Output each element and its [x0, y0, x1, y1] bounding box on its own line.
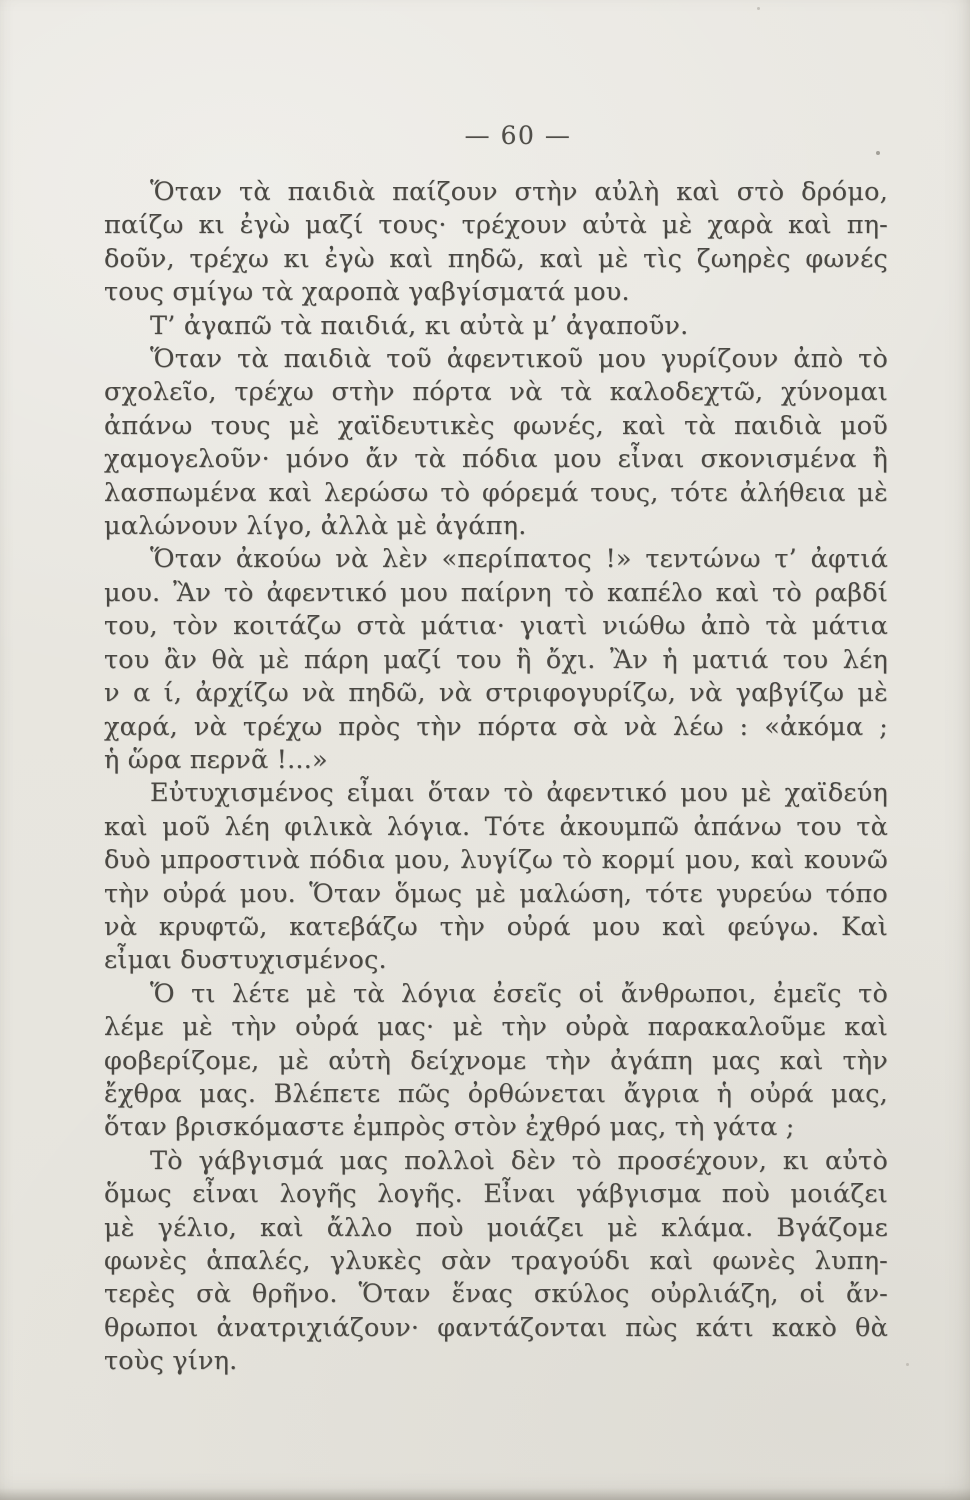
text-line: Ὅ τι λέτε μὲ τὰ λόγια ἐσεῖς οἱ ἄνθρωποι, ἐμεῖς τὸ	[150, 978, 888, 1009]
page-edge-shadow	[0, 1488, 970, 1500]
text-line: χαρά, νὰ τρέχω πρὸς τὴν πόρτα σὰ νὰ λέω : «ἀκόμα ;	[104, 711, 888, 742]
page-number: — 60 —	[464, 121, 572, 150]
text-line: τους σμίγω τὰ χαροπὰ γαβγίσματά μου.	[104, 277, 630, 308]
paragraph	[104, 978, 888, 1145]
text-line: Εὐτυχισμένος εἶμαι ὅταν τὸ ἀφεντικό μου μὲ χαϊδεύη	[150, 778, 888, 809]
paragraph	[104, 543, 888, 777]
text-line: ἀπάνω τους μὲ χαϊδευτικὲς φωνές, καὶ τὰ παιδιὰ μοῦ	[104, 410, 888, 441]
text-line: τὴν οὐρά μου. Ὅταν ὅμως μὲ μαλώση, τότε γυρεύω τόπο	[104, 878, 888, 909]
ink-speck	[876, 151, 880, 155]
text-line: θρωποι ἀνατριχιάζουν· φαντάζονται πὼς κάτι κακὸ θὰ	[104, 1312, 888, 1343]
ink-speck	[757, 7, 760, 10]
text-line: ὅταν βρισκόμαστε ἐμπρὸς στὸν ἐχθρό μας, τὴ γάτα ;	[104, 1112, 795, 1143]
text-line: χαμογελοῦν· μόνο ἄν τὰ πόδια μου εἶναι σκονισμένα ἢ	[104, 444, 888, 475]
text-line: δυὸ μπροστινὰ πόδια μου, λυγίζω τὸ κορμί μου, καὶ κουνῶ	[104, 845, 888, 876]
text-line: παίζω κι ἐγὼ μαζί τους· τρέχουν αὐτὰ μὲ χαρὰ καὶ πη-	[104, 210, 888, 241]
text-line: ν α ί, ἀρχίζω νὰ πηδῶ, νὰ στριφογυρίζω, νὰ γαβγίζω μὲ	[104, 678, 888, 709]
text-line: τοὺς γίνη.	[104, 1346, 238, 1377]
text-line: ἔχθρα μας. Βλέπετε πῶς ὀρθώνεται ἄγρια ἡ οὐρά μας,	[104, 1078, 888, 1109]
text-line: του ἂν θὰ μὲ πάρη μαζί του ἢ ὄχι. Ἂν ἡ ματιά του λέη	[104, 644, 888, 675]
text-line: νὰ κρυφτῶ, κατεβάζω τὴν οὐρά μου καὶ φεύγω. Καὶ	[104, 911, 888, 942]
text-line: μαλώνουν λίγο, ἀλλὰ μὲ ἀγάπη.	[104, 511, 527, 542]
text-line: ἡ ὥρα περνᾶ !...»	[104, 744, 328, 775]
text-line: Τὸ γάβγισμά μας πολλοὶ δὲν τὸ προσέχουν, κι αὐτὸ	[150, 1145, 888, 1176]
text-line: καὶ μοῦ λέη φιλικὰ λόγια. Τότε ἀκουμπῶ ἀπάνω του τὰ	[104, 811, 888, 842]
text-line: Ὅταν ἀκούω νὰ λὲν «περίπατος !» τεντώνω τ’ ἀφτιά	[150, 544, 888, 575]
ink-speck	[906, 1363, 909, 1366]
text-line: εἶμαι δυστυχισμένος.	[104, 945, 387, 976]
text-line: μου. Ἂν τὸ ἀφεντικό μου παίρνη τὸ καπέλο καὶ τὸ ραβδί	[104, 577, 888, 608]
paragraph	[104, 176, 888, 310]
text-line: του, τὸν κοιτάζω στὰ μάτια· γιατὶ νιώθω ἀπὸ τὰ μάτια	[104, 611, 888, 642]
text-line: φοβερίζομε, μὲ αὐτὴ δείχνομε τὴν ἀγάπη μας καὶ τὴν	[104, 1045, 888, 1076]
paragraph	[104, 777, 888, 977]
text-line: τερὲς σὰ θρῆνο. Ὅταν ἕνας σκύλος οὐρλιάζη, οἱ ἄν-	[104, 1279, 888, 1310]
text-line: Ὅταν τὰ παιδιὰ τοῦ ἀφεντικοῦ μου γυρίζουν ἀπὸ τὸ	[150, 344, 888, 375]
text-line: λασπωμένα καὶ λερώσω τὸ φόρεμά τους, τότε ἀλήθεια μὲ	[104, 477, 888, 508]
text-line: μὲ γέλιο, καὶ ἄλλο ποὺ μοιάζει μὲ κλάμα. Βγάζομε	[104, 1212, 888, 1243]
text-line: σχολεῖο, τρέχω στὴν πόρτα νὰ τὰ καλοδεχτῶ, χύνομαι	[104, 377, 888, 408]
text-line: ὅμως εἶναι λογῆς λογῆς. Εἶναι γάβγισμα ποὺ μοιάζει	[104, 1179, 888, 1210]
page-text	[104, 176, 888, 1379]
paragraph	[104, 343, 888, 543]
text-line: φωνὲς ἁπαλές, γλυκὲς σὰν τραγούδι καὶ φωνὲς λυπη-	[104, 1246, 888, 1276]
paragraph	[104, 310, 888, 343]
text-line: λέμε μὲ τὴν οὐρά μας· μὲ τὴν οὐρὰ παρακαλοῦμε καὶ	[104, 1012, 888, 1043]
text-line: Ὅταν τὰ παιδιὰ παίζουν στὴν αὐλὴ καὶ στὸ δρόμο,	[150, 177, 888, 207]
paragraph	[104, 1145, 888, 1379]
text-line: Τ’ ἀγαπῶ τὰ παιδιά, κι αὐτὰ μ’ ἀγαποῦν.	[150, 310, 689, 341]
text-line: δοῦν, τρέχω κι ἐγὼ καὶ πηδῶ, καὶ μὲ τὶς ζωηρὲς φωνές	[104, 243, 888, 274]
